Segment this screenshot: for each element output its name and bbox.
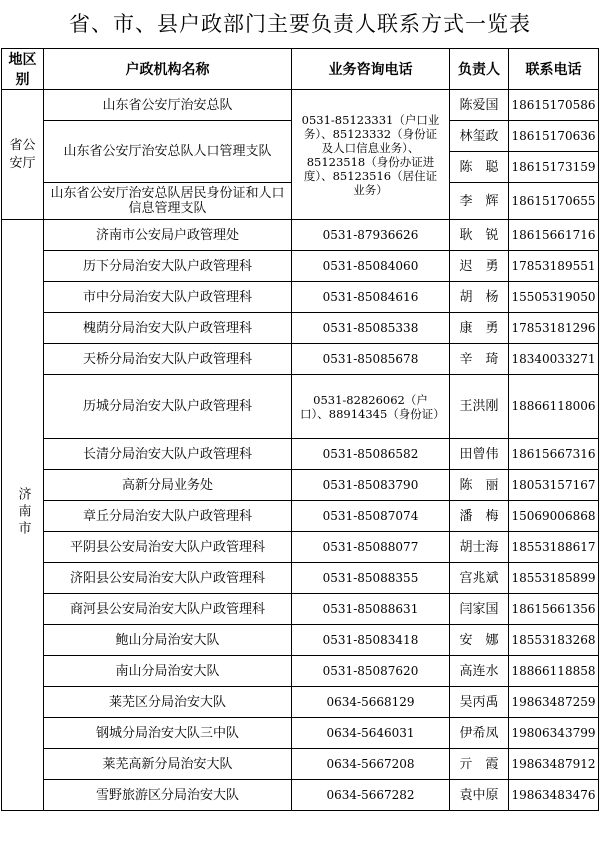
person-cell: 耿 锐: [450, 220, 509, 251]
contact-cell: 17853189551: [509, 251, 599, 282]
contact-cell: 18615173159: [509, 152, 599, 183]
org-cell: 山东省公安厅治安总队居民身份证和人口信息管理支队: [44, 183, 292, 220]
contact-cell: 18615661356: [509, 594, 599, 625]
org-cell: 历下分局治安大队户政管理科: [44, 251, 292, 282]
header-contact: 联系电话: [509, 49, 599, 90]
contact-cell: 18053157167: [509, 470, 599, 501]
page-title: 省、市、县户政部门主要负责人联系方式一览表: [69, 12, 531, 36]
phone-cell: 0531-87936626: [292, 220, 450, 251]
contact-cell: 19863487912: [509, 749, 599, 780]
table-row: [2, 563, 599, 594]
person-cell: 辛 琦: [450, 344, 509, 375]
org-cell: 鲍山分局治安大队: [44, 625, 292, 656]
person-cell: 林玺政: [450, 121, 509, 152]
contact-cell: 18615667316: [509, 439, 599, 470]
contact-cell: 19863487259: [509, 687, 599, 718]
contact-cell: 18866118006: [509, 375, 599, 439]
table-row: [2, 282, 599, 313]
contact-cell: 17853181296: [509, 313, 599, 344]
org-cell: 莱芜区分局治安大队: [44, 687, 292, 718]
table-header-row: [2, 49, 599, 90]
table-row: [2, 375, 599, 439]
org-cell: 长清分局治安大队户政管理科: [44, 439, 292, 470]
contact-cell: 19806343799: [509, 718, 599, 749]
contact-cell: 18553188617: [509, 532, 599, 563]
phone-cell: 0531-85086582: [292, 439, 450, 470]
org-cell: 山东省公安厅治安总队: [44, 90, 292, 121]
table-row: [2, 439, 599, 470]
person-cell: 潘 梅: [450, 501, 509, 532]
table-row: [2, 220, 599, 251]
phone-cell: 0531-85083790: [292, 470, 450, 501]
org-cell: 钢城分局治安大队三中队: [44, 718, 292, 749]
table-row: [2, 90, 599, 121]
table-row: [2, 313, 599, 344]
org-cell: 市中分局治安大队户政管理科: [44, 282, 292, 313]
phone-cell: 0634-5667282: [292, 780, 450, 811]
phone-cell: 0634-5668129: [292, 687, 450, 718]
person-cell: 陈爱国: [450, 90, 509, 121]
contact-cell: 18866118858: [509, 656, 599, 687]
phone-cell: 0531-85088355: [292, 563, 450, 594]
region-cell-city: [2, 220, 44, 811]
contact-cell: 18553185899: [509, 563, 599, 594]
org-cell: 济阳县公安局治安大队户政管理科: [44, 563, 292, 594]
org-cell: 槐荫分局治安大队户政管理科: [44, 313, 292, 344]
phone-cell: 0531-82826062（户口）、88914345（身份证）: [292, 375, 450, 439]
phone-cell: 0531-85085338: [292, 313, 450, 344]
province-section: [2, 90, 599, 220]
person-cell: 高连水: [450, 656, 509, 687]
org-cell: 天桥分局治安大队户政管理科: [44, 344, 292, 375]
person-cell: 王洪刚: [450, 375, 509, 439]
org-cell: 雪野旅游区分局治安大队: [44, 780, 292, 811]
region-cell-province: [2, 90, 44, 220]
table-row: [2, 594, 599, 625]
org-cell: 平阴县公安局治安大队户政管理科: [44, 532, 292, 563]
phone-cell: 0531-85088077: [292, 532, 450, 563]
city-section: [2, 220, 599, 811]
phone-cell: 0531-85084616: [292, 282, 450, 313]
person-cell: 袁中原: [450, 780, 509, 811]
person-cell: 陈 聪: [450, 152, 509, 183]
person-cell: 吴丙禹: [450, 687, 509, 718]
org-cell: 商河县公安局治安大队户政管理科: [44, 594, 292, 625]
org-cell: 莱芜高新分局治安大队: [44, 749, 292, 780]
phone-cell-province: 0531-85123331（户口业务）、85123332（身份证及人口信息业务）、85123518（身份办证进度）、85123516（居住证业务）: [292, 90, 450, 220]
person-cell: 胡 杨: [450, 282, 509, 313]
table-row: [2, 780, 599, 811]
table-row: [2, 749, 599, 780]
region-label: 省公安厅: [9, 137, 36, 171]
table-row: [2, 532, 599, 563]
contact-table: [1, 48, 599, 811]
contact-cell: 18615170636: [509, 121, 599, 152]
table-row: [2, 470, 599, 501]
table-row: [2, 501, 599, 532]
contact-cell: 19863483476: [509, 780, 599, 811]
contact-cell: 18615170655: [509, 183, 599, 220]
person-cell: 宫兆斌: [450, 563, 509, 594]
org-cell: 章丘分局治安大队户政管理科: [44, 501, 292, 532]
table-row: [2, 251, 599, 282]
person-cell: 亓 霞: [450, 749, 509, 780]
phone-cell: 0531-85087620: [292, 656, 450, 687]
table-row: [2, 687, 599, 718]
header-region: 地区别: [2, 49, 44, 90]
table-row: [2, 656, 599, 687]
person-cell: 闫家国: [450, 594, 509, 625]
contact-cell: 18615661716: [509, 220, 599, 251]
phone-cell: 0531-85083418: [292, 625, 450, 656]
person-cell: 胡士海: [450, 532, 509, 563]
person-cell: 李 辉: [450, 183, 509, 220]
person-cell: 田曾伟: [450, 439, 509, 470]
contact-cell: 18340033271: [509, 344, 599, 375]
phone-cell: 0531-85087074: [292, 501, 450, 532]
contact-cell: 18615170586: [509, 90, 599, 121]
phone-cell: 0634-5667208: [292, 749, 450, 780]
header-org: 户政机构名称: [44, 49, 292, 90]
contact-cell: 18553183268: [509, 625, 599, 656]
phone-cell: 0634-5646031: [292, 718, 450, 749]
person-cell: 伊希凤: [450, 718, 509, 749]
person-cell: 安 娜: [450, 625, 509, 656]
header-person: 负责人: [450, 49, 509, 90]
org-cell: 山东省公安厅治安总队人口管理支队: [44, 121, 292, 183]
table-row: [2, 344, 599, 375]
org-cell: 高新分局业务处: [44, 470, 292, 501]
person-cell: 陈 丽: [450, 470, 509, 501]
phone-cell: 0531-85085678: [292, 344, 450, 375]
phone-cell: 0531-85084060: [292, 251, 450, 282]
table-row: [2, 718, 599, 749]
region-label: 济南市: [15, 486, 31, 538]
contact-cell: 15505319050: [509, 282, 599, 313]
person-cell: 康 勇: [450, 313, 509, 344]
org-cell: 南山分局治安大队: [44, 656, 292, 687]
table-row: [2, 625, 599, 656]
org-cell: 历城分局治安大队户政管理科: [44, 375, 292, 439]
header-phone: 业务咨询电话: [292, 49, 450, 90]
phone-cell: 0531-85088631: [292, 594, 450, 625]
contact-cell: 15069006868: [509, 501, 599, 532]
person-cell: 迟 勇: [450, 251, 509, 282]
org-cell: 济南市公安局户政管理处: [44, 220, 292, 251]
